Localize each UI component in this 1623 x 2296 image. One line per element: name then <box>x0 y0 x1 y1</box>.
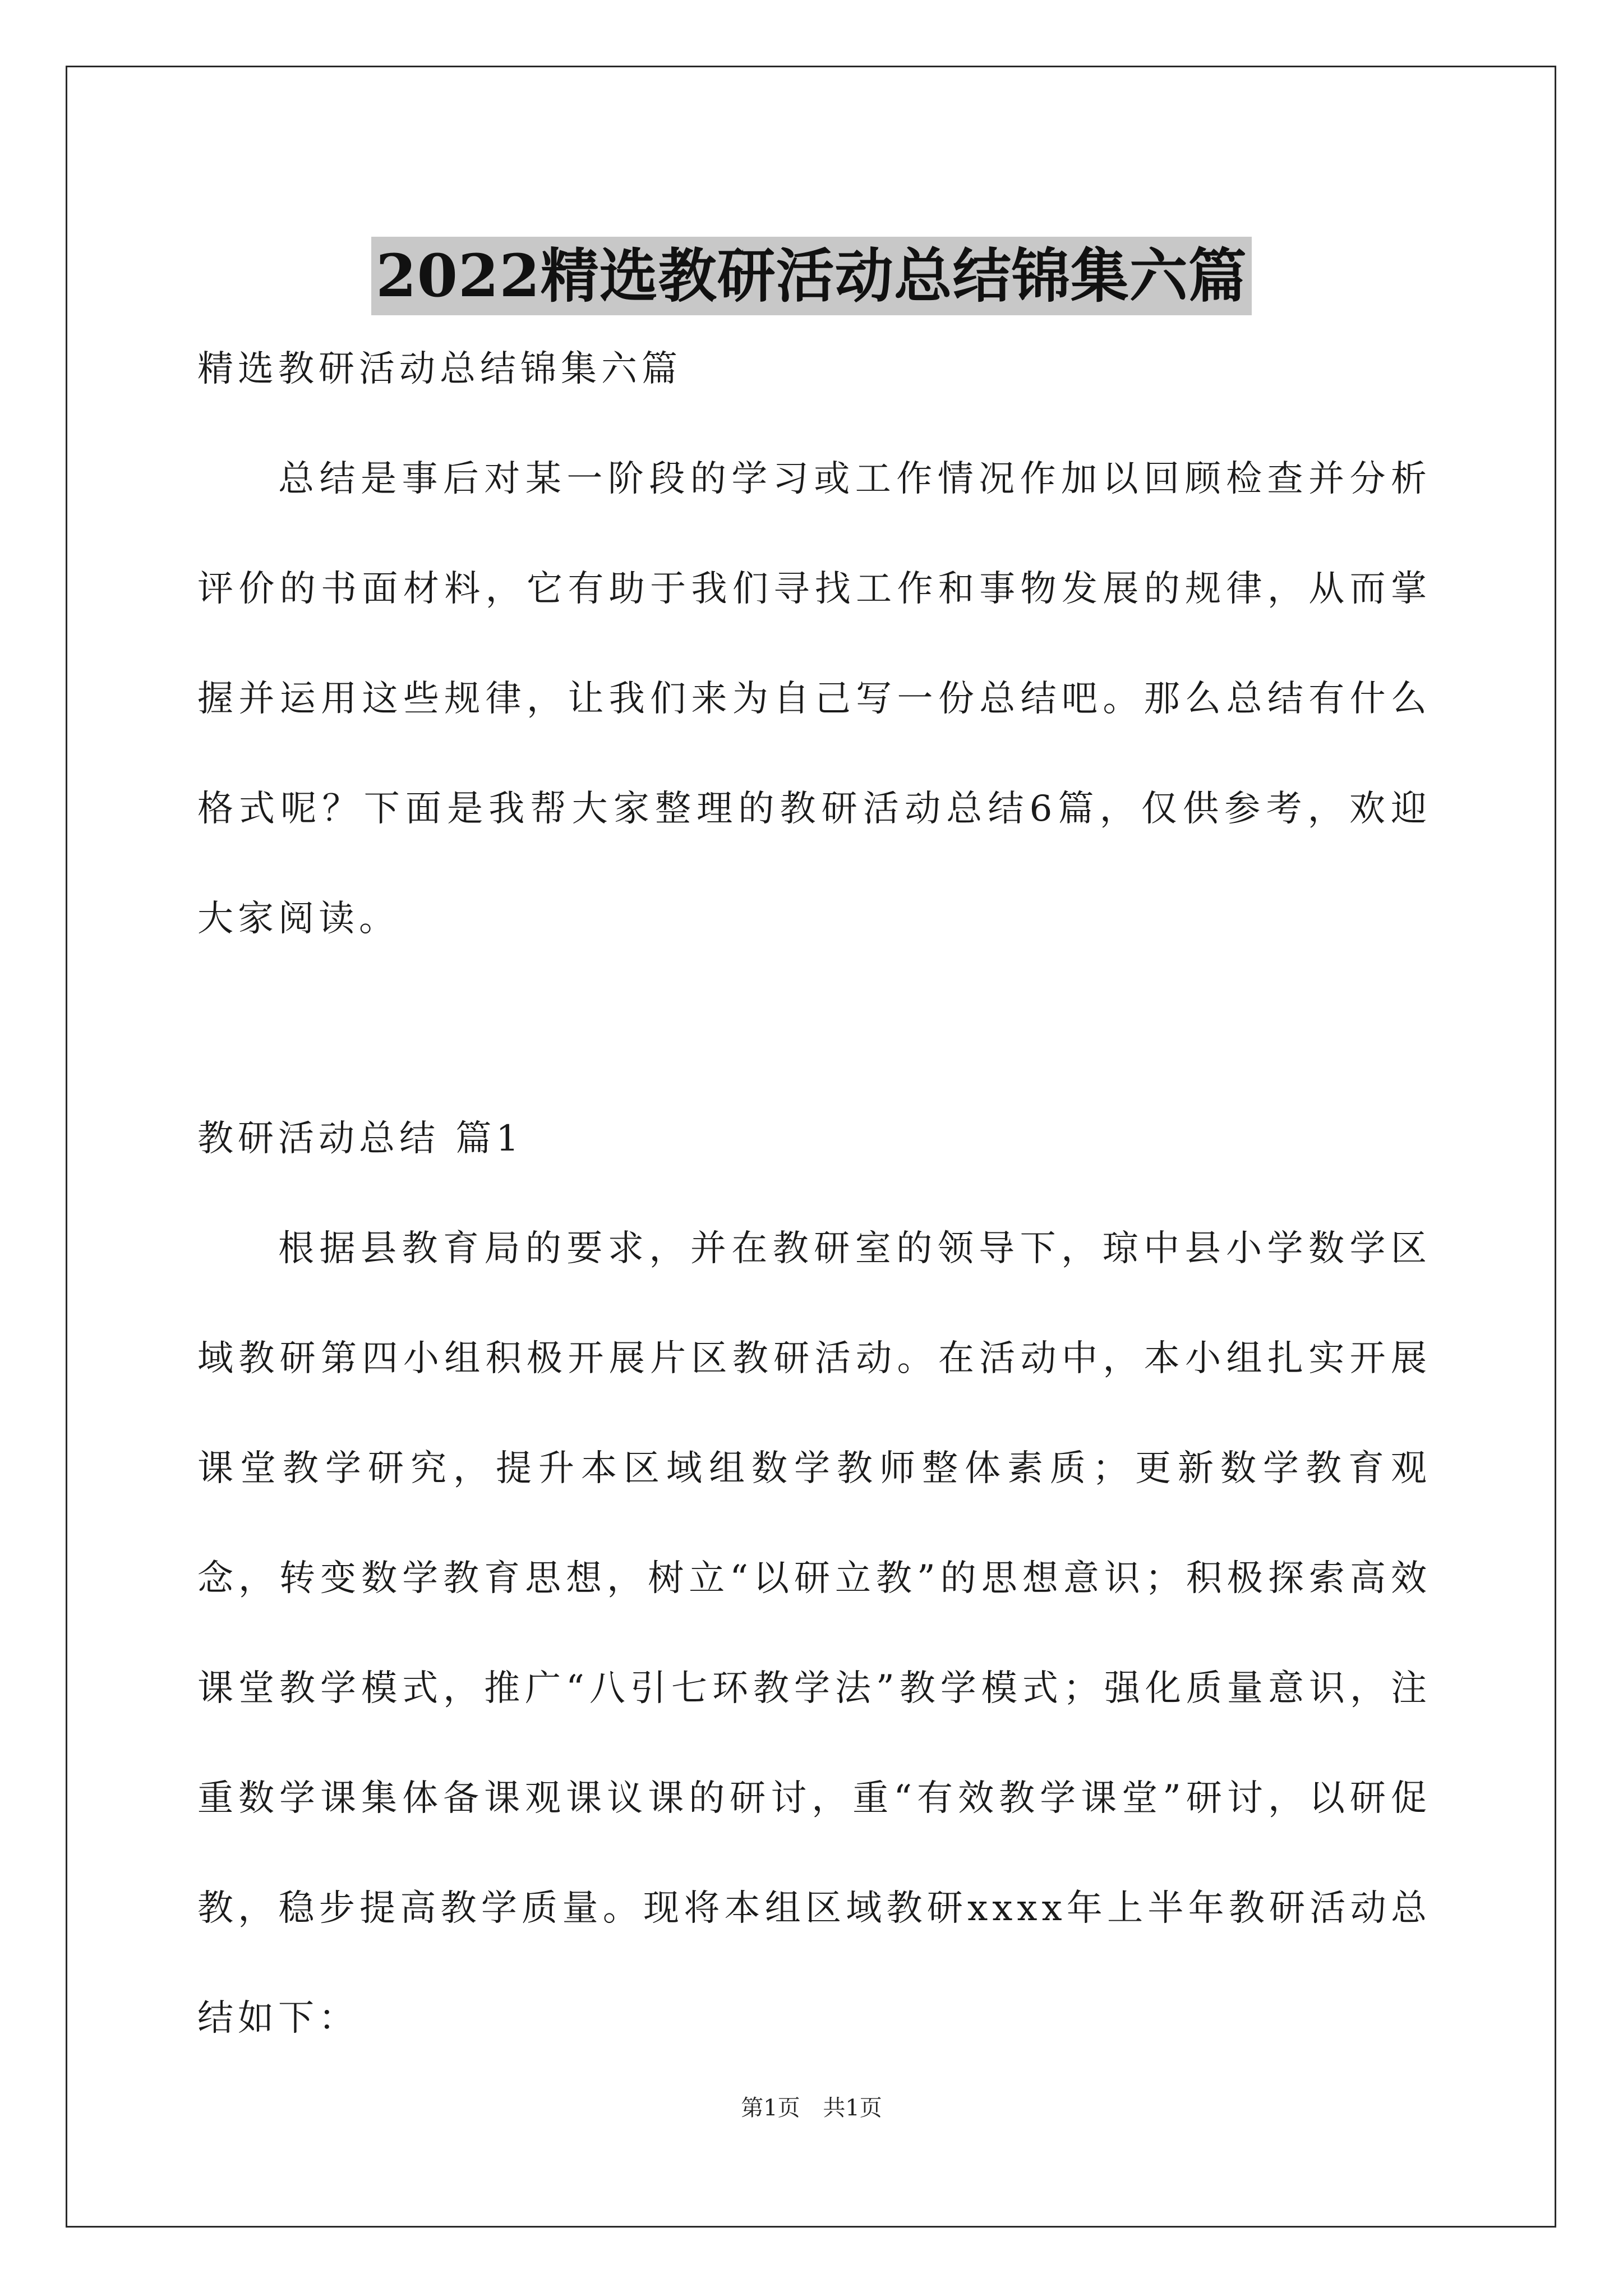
page-number-current: 第1页 <box>741 2095 800 2121</box>
document-body <box>197 314 1431 2073</box>
document-subtitle: 精选教研活动总结锦集六篇 <box>197 348 682 390</box>
intro-paragraph: 总结是事后对某一阶段的学习或工作情况作加以回顾检查并分析评价的书面材料，它有助于我们寻找工作和事物发展的规律，从而掌握并运用这些规律，让我们来为自己写一份总结吧。那么总结有什么格式呢？下面是我帮大家整理的教研活动总结6篇，仅供参考，欢迎大家阅读。 <box>197 458 1431 940</box>
section-spacer <box>197 974 1431 1084</box>
section-heading: 教研活动总结 篇1 <box>197 1118 524 1159</box>
page-footer <box>0 2091 1623 2125</box>
document-title: 2022精选教研活动总结锦集六篇 <box>371 237 1251 315</box>
section-paragraph: 根据县教育局的要求，并在教研室的领导下，琼中县小学数学区域教研第四小组积极开展片区教研活动。在活动中，本小组扎实开展课堂教学研究，提升本区域组数学教师整体素质；更新数学教育观念，转变数学教育思想，树立“以研立教”的思想意识；积极探索高效课堂教学模式，推广“八引七环教学法”教学模式；强化质量意识，注重数学课集体备课观课议课的研讨，重“有效教学课堂”研讨，以研促教，稳步提高教学质量。现将本组区域教研xxxx年上半年教研活动总结如下： <box>197 1228 1431 2039</box>
page-number-total: 共1页 <box>823 2095 882 2121</box>
